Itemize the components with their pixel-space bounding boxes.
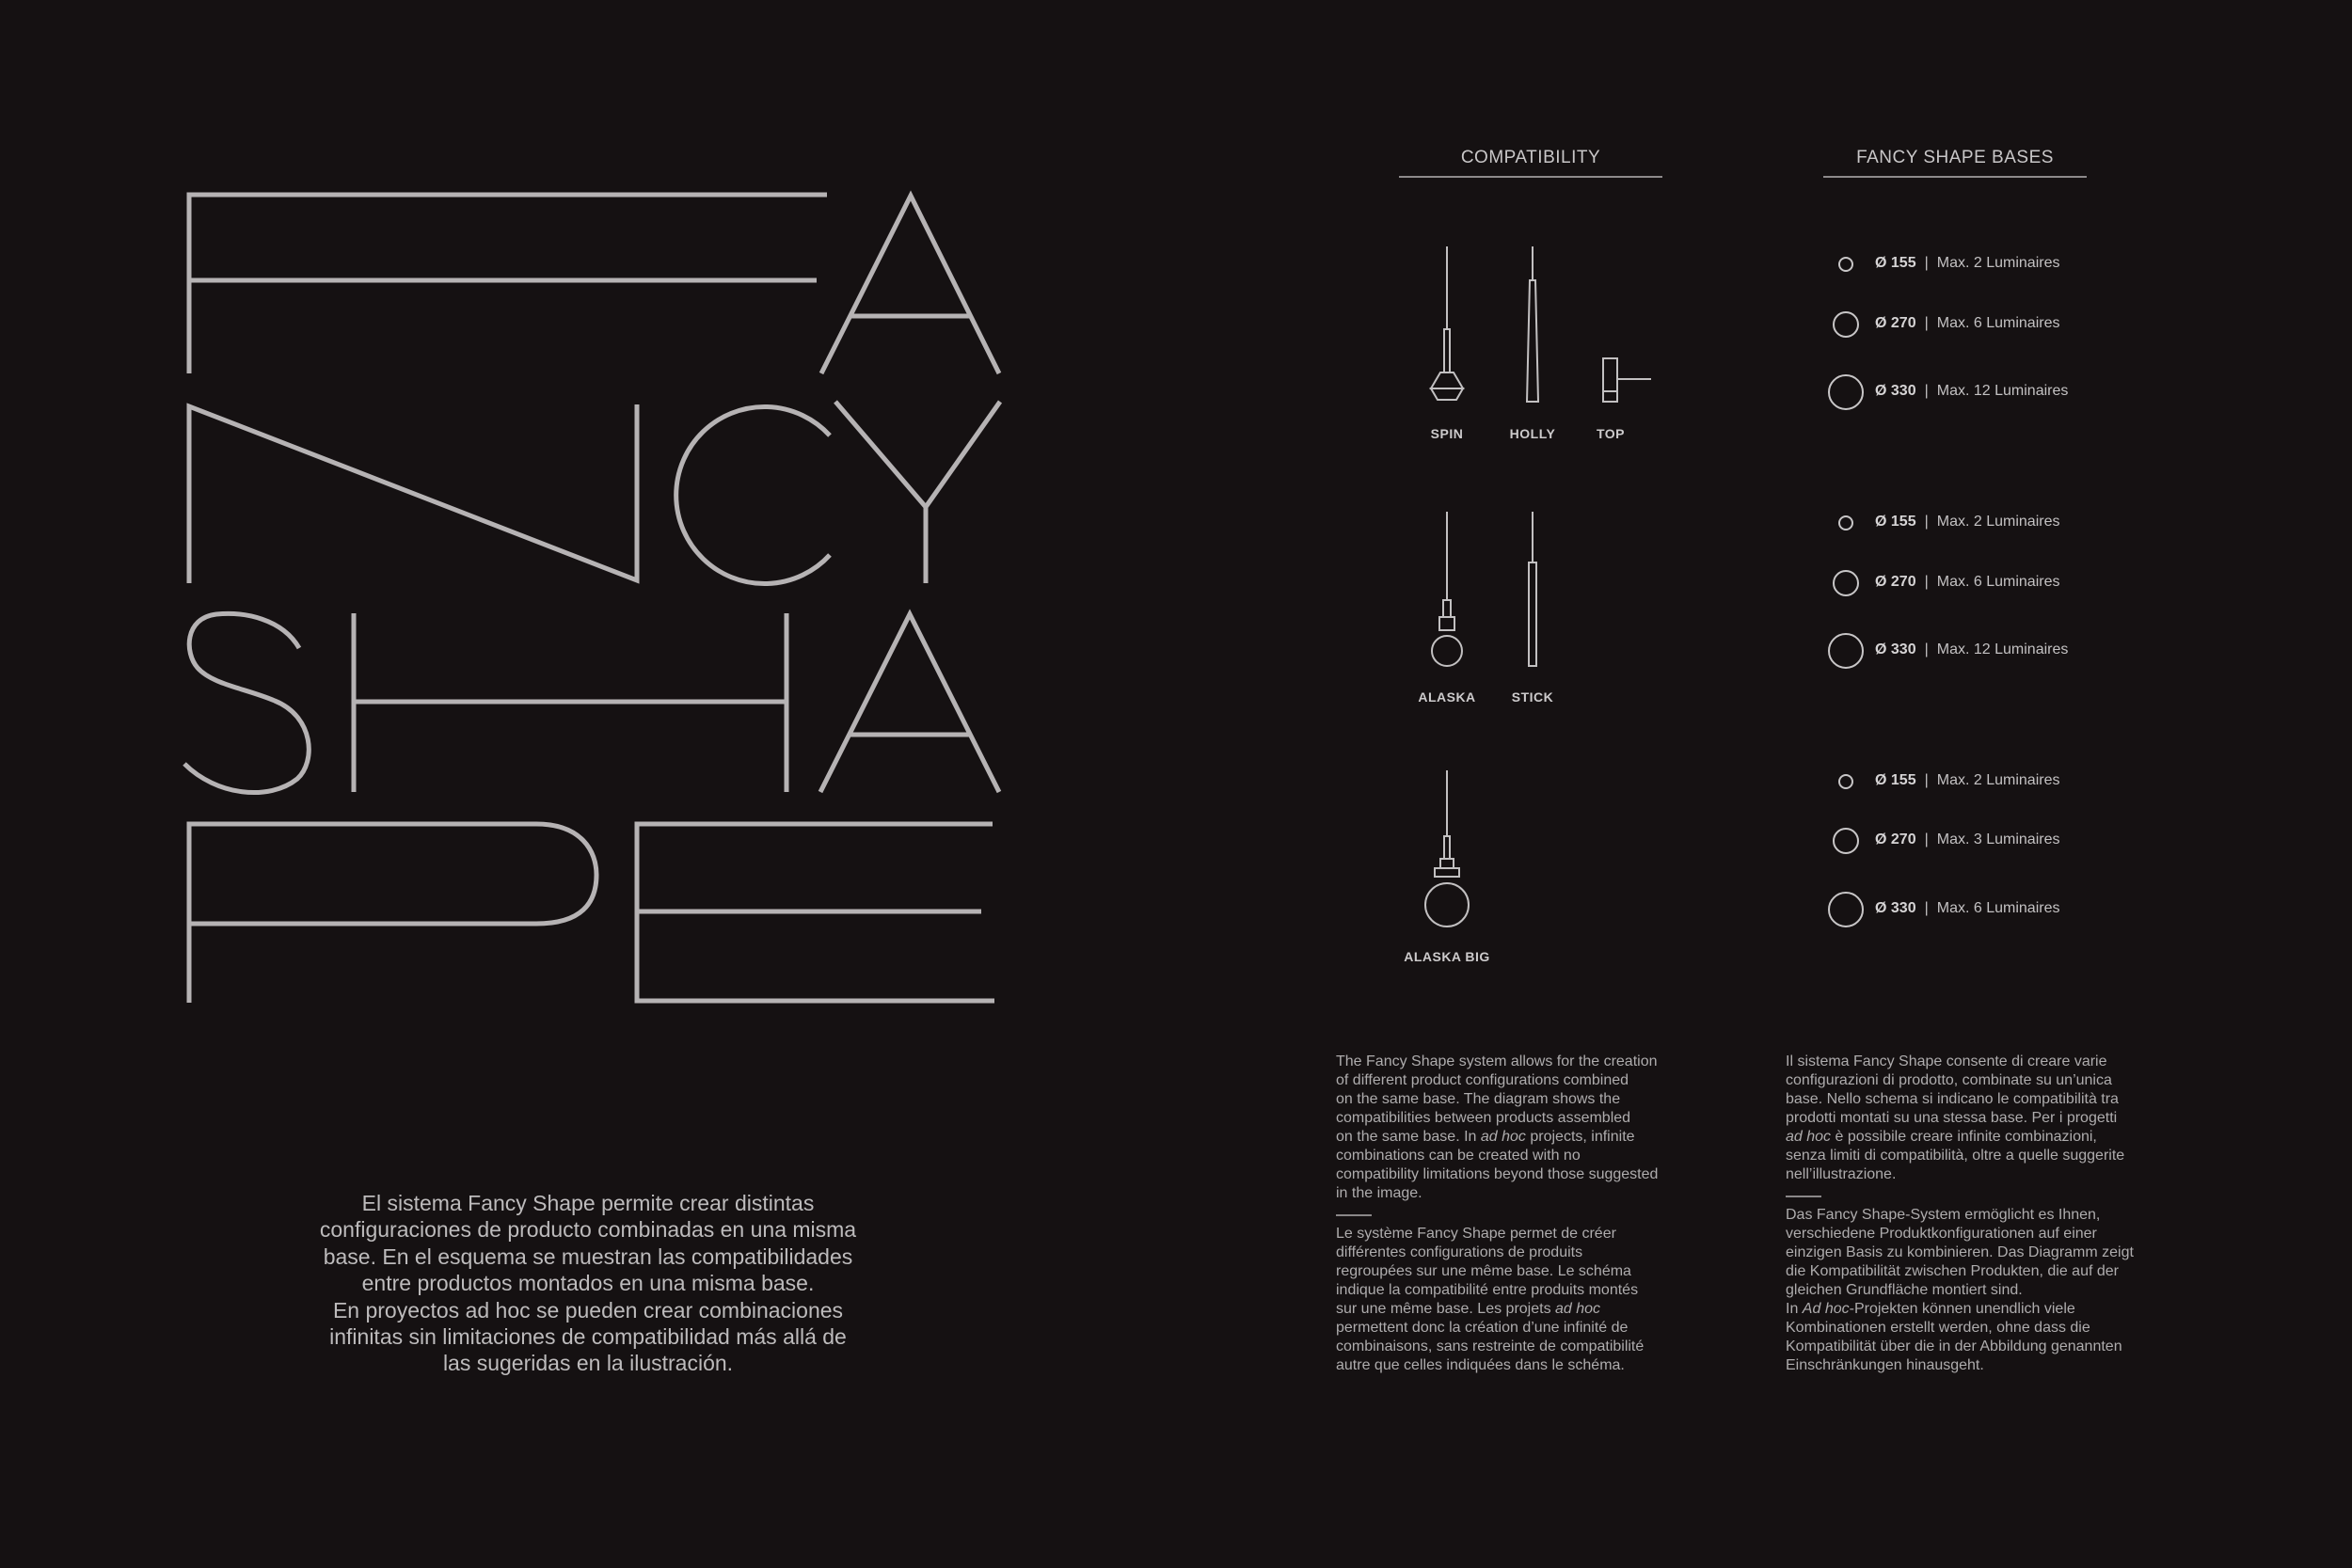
bases-heading-rule (1823, 176, 2087, 178)
holly-label: HOLLY (1509, 426, 1556, 441)
base-max: Max. 6 Luminaires (1936, 900, 2060, 916)
base-separator: | (1924, 772, 1929, 788)
letter-h (354, 613, 787, 792)
french-description: Le système Fancy Shape permet de créer différentes configurations de produits regroupées sur une même base. Le schéma indique la compatibilité entre produits montés sur une même base. Les projets ad hoc permettent donc la création d’une infinité de combinaisons, sans restreinte de compatibilité autre que celles indiquées dans le schéma. (1336, 1226, 1645, 1373)
compatibility-diagram (1392, 226, 1712, 978)
alaska-label: ALASKA (1418, 689, 1476, 705)
fancy-shape-title-lettering (0, 0, 1129, 1129)
base-separator: | (1924, 255, 1929, 271)
top-label: TOP (1596, 426, 1626, 441)
base-max: Max. 2 Luminaires (1936, 255, 2060, 271)
base-155-circle-icon (1838, 257, 1853, 272)
spanish-description: El sistema Fancy Shape permite crear distintas configuraciones de producto combinadas en una misma base. En el esquema se muestran las compatibilidades entre productos montados en una misma base. En proyectos ad hoc se pueden crear combinaciones infinitas sin limitaciones de compatibilidad más allá de las sugeridas en la ilustración. (319, 1191, 857, 1376)
base-diameter: Ø 330 (1875, 383, 1916, 399)
base-diameter: Ø 330 (1875, 900, 1916, 916)
base-155-circle-icon (1838, 774, 1853, 789)
spin-label: SPIN (1430, 426, 1464, 441)
base-max: Max. 12 Luminaires (1936, 383, 2069, 399)
letter-p (189, 824, 596, 1003)
base-diameter: Ø 330 (1875, 641, 1916, 657)
letter-a-bottom (820, 614, 999, 792)
base-270-circle-icon (1833, 570, 1859, 596)
base-separator: | (1924, 315, 1929, 331)
base-separator: | (1924, 900, 1929, 916)
bases-heading (1823, 148, 2087, 178)
base-max: Max. 3 Luminaires (1936, 832, 2060, 847)
base-155-circle-icon (1838, 515, 1853, 531)
base-330-circle-icon (1828, 633, 1864, 669)
base-diameter: Ø 155 (1875, 255, 1916, 271)
compatibility-heading-rule (1399, 176, 1662, 178)
compatibility-heading-label: COMPATIBILITY (1460, 148, 1601, 167)
alaska-pendant-icon (1432, 512, 1462, 666)
holly-pendant-icon (1527, 246, 1538, 402)
base-separator: | (1924, 832, 1929, 847)
letter-s (184, 613, 309, 792)
spin-pendant-icon (1431, 246, 1463, 400)
italian-description: Il sistema Fancy Shape consente di creare varie configurazioni di prodotto, combinate su un’unica base. Nello schema si indicano le compatibilità tra prodotti montati su una stessa base. Per i progetti ad hoc è possibile creare infinite combinazioni, senza limiti di compatibilità, oltre a quelle suggerite nell’illustrazione. (1786, 1053, 2125, 1182)
base-270-circle-icon (1833, 311, 1859, 338)
base-270-circle-icon (1833, 828, 1859, 854)
alaska-big-pendant-icon (1425, 770, 1469, 927)
base-diameter: Ø 270 (1875, 832, 1916, 847)
letter-n (189, 404, 637, 583)
base-max: Max. 2 Luminaires (1936, 772, 2060, 788)
letter-a-top (821, 196, 999, 373)
base-max: Max. 6 Luminaires (1936, 574, 2060, 590)
base-330-circle-icon (1828, 892, 1864, 927)
base-diameter: Ø 270 (1875, 315, 1916, 331)
german-description: Das Fancy Shape-System ermöglicht es Ihnen, verschiedene Produktkonfigurationen auf einer einzigen Basis zu kombinieren. Das Diagramm zeigt die Kompatibilität zwischen Produkten, die auf der gleichen Grundfläche montiert sind. In Ad hoc-Projekten können unendlich viele Kombinationen erstellt werden, ohne dass die Kompatibilität über die in der Abbildung genannten Einschränkungen hinausgeht. (1786, 1207, 2134, 1373)
base-separator: | (1924, 514, 1929, 530)
base-max: Max. 2 Luminaires (1936, 514, 2060, 530)
base-separator: | (1924, 641, 1929, 657)
base-separator: | (1924, 383, 1929, 399)
base-330-circle-icon (1828, 374, 1864, 410)
divider (1786, 1196, 1821, 1197)
alaska-big-label: ALASKA BIG (1404, 949, 1490, 964)
base-max: Max. 6 Luminaires (1936, 315, 2060, 331)
stick-label: STICK (1511, 689, 1554, 705)
letter-e (637, 824, 994, 1001)
base-separator: | (1924, 574, 1929, 590)
letter-f (189, 195, 827, 373)
base-diameter: Ø 155 (1875, 514, 1916, 530)
english-description: The Fancy Shape system allows for the creation of different product configurations combined on the same base. The diagram shows the compatibilities between products assembled on the same base. In ad hoc projects, infinite combinations can be created with no compatibility limitations beyond those suggested in the image. (1336, 1053, 1659, 1201)
stick-pendant-icon (1529, 512, 1536, 666)
letter-y (835, 402, 1000, 583)
base-max: Max. 12 Luminaires (1936, 641, 2069, 657)
divider (1336, 1214, 1372, 1216)
compatibility-heading (1399, 148, 1662, 178)
base-diameter: Ø 155 (1875, 772, 1916, 788)
letter-c (676, 406, 830, 583)
bases-heading-label: FANCY SHAPE BASES (1856, 148, 2054, 167)
top-lamp-icon (1603, 358, 1651, 402)
base-diameter: Ø 270 (1875, 574, 1916, 590)
